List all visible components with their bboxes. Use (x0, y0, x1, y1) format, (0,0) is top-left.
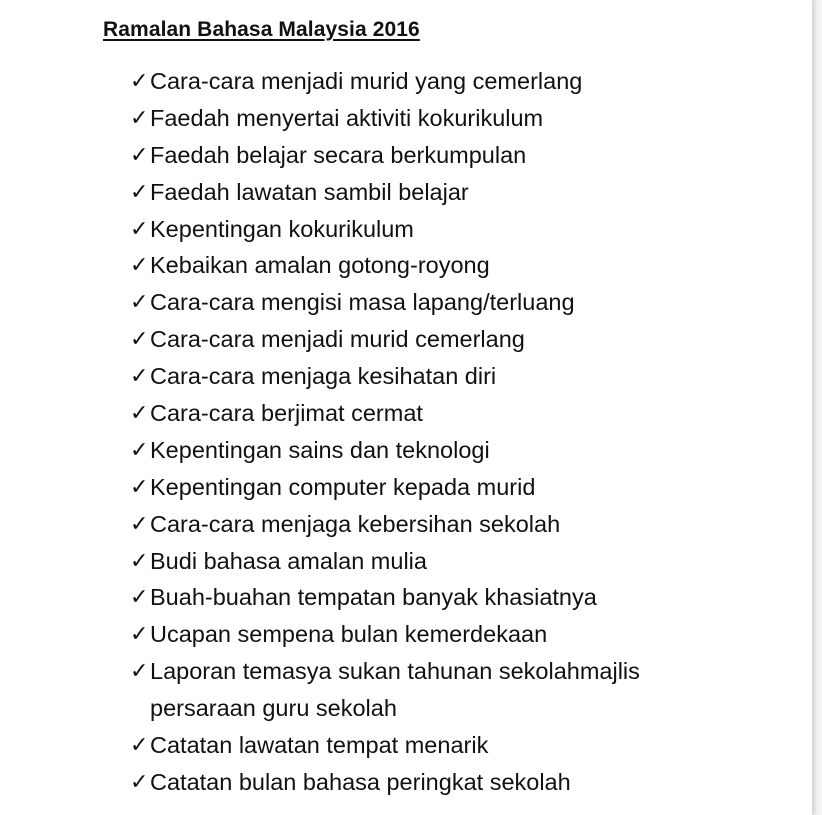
check-icon: ✓ (130, 364, 149, 390)
list-item (130, 506, 640, 543)
document-title: Ramalan Bahasa Malaysia 2016 (103, 18, 420, 41)
list-item-text: persaraan guru sekolah (150, 695, 397, 722)
topic-list (130, 63, 640, 801)
check-icon: ✓ (130, 179, 149, 205)
list-item (130, 616, 640, 653)
list-item-text: Faedah menyertai aktiviti kokurikulum (150, 104, 544, 131)
check-icon: ✓ (130, 216, 149, 242)
list-item (130, 395, 640, 432)
check-icon: ✓ (130, 769, 149, 795)
list-item-text: Faedah belajar secara berkumpulan (150, 141, 527, 168)
list-item-text: Cara-cara berjimat cermat (150, 399, 423, 426)
list-item (130, 579, 640, 616)
list-item (130, 211, 640, 248)
check-icon: ✓ (130, 511, 149, 537)
check-icon: ✓ (130, 548, 149, 574)
list-item-text: Faedah lawatan sambil belajar (150, 178, 469, 205)
check-icon: ✓ (130, 622, 149, 648)
list-item (130, 690, 640, 727)
list-item-text: Kepentingan kokurikulum (150, 215, 414, 242)
check-icon: ✓ (130, 474, 149, 500)
check-icon: ✓ (130, 437, 149, 463)
list-item-text: Kebaikan amalan gotong-royong (150, 252, 490, 279)
list-item-text: Cara-cara mengisi masa lapang/terluang (150, 289, 575, 316)
check-icon: ✓ (130, 142, 149, 168)
list-item-text: Cara-cara menjaga kesihatan diri (150, 363, 497, 390)
list-item-text: Cara-cara menjadi murid cemerlang (150, 326, 525, 353)
check-icon: ✓ (130, 327, 149, 353)
check-icon: ✓ (130, 253, 149, 279)
list-item-text: Cara-cara menjaga kebersihan sekolah (150, 510, 561, 537)
list-item-text: Kepentingan sains dan teknologi (150, 436, 490, 463)
list-item (130, 432, 640, 469)
list-item (130, 63, 640, 100)
list-item (130, 137, 640, 174)
list-item-text: Catatan lawatan tempat menarik (150, 731, 489, 758)
check-icon: ✓ (130, 105, 149, 131)
list-item (130, 321, 640, 358)
check-icon: ✓ (130, 659, 149, 685)
list-item (130, 358, 640, 395)
list-item (130, 469, 640, 506)
list-item (130, 100, 640, 137)
check-icon: ✓ (130, 290, 149, 316)
list-item (130, 727, 640, 764)
list-item (130, 174, 640, 211)
list-item (130, 247, 640, 284)
list-item (130, 284, 640, 321)
list-item-text: Kepentingan computer kepada murid (150, 473, 536, 500)
check-icon: ✓ (130, 68, 149, 94)
list-item-text: Cara-cara menjadi murid yang cemerlang (150, 67, 583, 94)
list-item (130, 653, 640, 690)
list-item (130, 543, 640, 580)
check-icon: ✓ (130, 400, 149, 426)
list-item-text: Budi bahasa amalan mulia (150, 547, 427, 574)
list-item-text: Laporan temasya sukan tahunan sekolahmajlis (150, 658, 640, 685)
list-item (130, 764, 640, 801)
check-icon: ✓ (130, 732, 149, 758)
list-item-text: Buah-buahan tempatan banyak khasiatnya (150, 584, 597, 611)
list-item-text: Ucapan sempena bulan kemerdekaan (150, 621, 548, 648)
check-icon: ✓ (130, 585, 149, 611)
list-item-text: Catatan bulan bahasa peringkat sekolah (150, 768, 571, 795)
